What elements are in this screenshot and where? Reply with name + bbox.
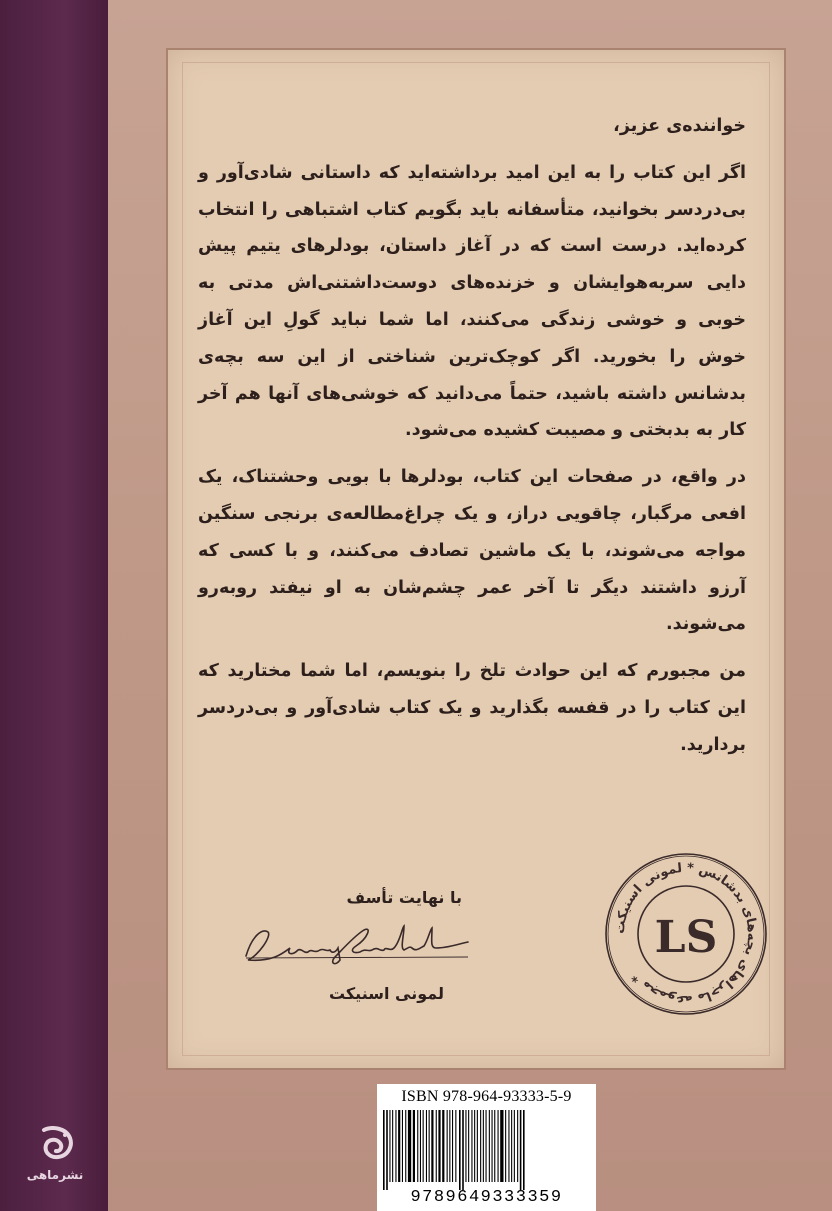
publisher-name: نشرماهی	[26, 1168, 84, 1182]
barcode-bar	[392, 1110, 393, 1182]
letter-text	[198, 108, 746, 774]
barcode-bar	[405, 1110, 406, 1182]
barcode-bar	[471, 1110, 472, 1182]
barcode-bar	[480, 1110, 481, 1182]
barcode-bar	[511, 1110, 512, 1182]
barcode-bar	[398, 1110, 400, 1182]
fish-logo-icon	[38, 1126, 78, 1160]
closing-regards: با نهایت تأسف	[346, 888, 462, 907]
barcode-bar	[426, 1110, 427, 1182]
barcode-bar	[436, 1110, 437, 1182]
barcode-bar	[438, 1110, 440, 1182]
barcode-bar	[483, 1110, 484, 1182]
paragraph: در واقع، در صفحات این کتاب، بودلرها با بویی وحشتناک، یک افعی مرگبار، چاقویی دراز، و یک چراغ‌مطالعه‌ی برنجی سنگین مواجه می‌شوند، با یک ماشین تصادف می‌کنند، و با کسی که آرزو داشتند دیگر تا آخر عمر چشم‌شان به او نیفتد روبه‌رو می‌شوند.	[198, 467, 746, 635]
barcode-bar	[517, 1110, 518, 1182]
signature	[232, 918, 472, 974]
author-name: لمونی اسنیکت	[328, 984, 444, 1003]
seal-monogram: LS	[654, 912, 718, 963]
barcode-bar	[429, 1110, 430, 1182]
barcode-bar	[459, 1110, 461, 1190]
isbn-digits: 9789649333359	[410, 1188, 563, 1207]
barcode-bar	[402, 1110, 403, 1182]
barcode-bar	[477, 1110, 478, 1182]
isbn-barcode-box	[377, 1084, 596, 1211]
barcode-bar	[492, 1110, 493, 1182]
barcode-bar	[408, 1110, 411, 1182]
barcode-bar	[468, 1110, 469, 1182]
barcode-bar	[508, 1110, 509, 1182]
barcode-bar	[455, 1110, 456, 1182]
barcode-bar	[486, 1110, 487, 1182]
barcode-bar	[500, 1110, 503, 1182]
barcode-bar	[523, 1110, 525, 1190]
barcode-bar	[449, 1110, 450, 1182]
barcode-bar	[498, 1110, 499, 1182]
barcode-bar	[417, 1110, 418, 1182]
barcode-bar	[395, 1110, 396, 1182]
barcode-bar	[489, 1110, 490, 1182]
barcode-bar	[462, 1110, 464, 1190]
barcode-bar	[514, 1110, 515, 1182]
barcode-bar	[386, 1110, 388, 1190]
paragraph: اگر این کتاب را به این امید برداشته‌اید که داستانی شادی‌آور و بی‌دردسر بخوانید، متأسفانه باید بگویم کتاب اشتباهی را انتخاب کرده‌اید. درست است که در آغاز داستان، بودلرهای یتیم پیش دایی سربه‌هوایشان و خزنده‌های دوست‌داشتنی‌اش مدتی به خوبی و خوشی زندگی می‌کنند، اما شما نباید گولِ این آغاز خوش را بخورید. اگر کوچک‌ترین شناختی از این سه بچه‌ی بدشانس داشته باشید، حتماً می‌دانید که خوشی‌های آنها هم آخر کار به بدبختی و مصیبت کشیده می‌شود.	[198, 162, 746, 441]
barcode-bar	[494, 1110, 495, 1182]
barcode-bar	[442, 1110, 444, 1182]
barcode-bar	[383, 1110, 385, 1190]
barcode-bar	[474, 1110, 475, 1182]
barcode-bar	[505, 1110, 506, 1182]
barcode-bar	[520, 1110, 522, 1190]
book-spine	[0, 0, 108, 1211]
barcode-bar	[423, 1110, 424, 1182]
seal-stamp	[602, 850, 770, 1018]
barcode-bar	[389, 1110, 390, 1182]
seal-ring-text: مجموعه ماجراهای بچه‌های بدشانس * لمونی اسنیکت *	[612, 860, 760, 1008]
barcode-bar	[420, 1110, 421, 1182]
barcode-bar	[465, 1110, 466, 1182]
barcode-bar	[413, 1110, 415, 1182]
paragraph: من مجبورم که این حوادث تلخ را بنویسم، اما شما مختارید که این کتاب را در قفسه بگذارید و یک کتاب شادی‌آور و بی‌دردسر بردارید.	[198, 661, 746, 755]
barcode-bar	[452, 1110, 453, 1182]
isbn-label: ISBN 978-964-93333-5-9	[401, 1088, 572, 1105]
barcode-bar	[447, 1110, 448, 1182]
greeting: خواننده‌ی عزیز،	[613, 116, 746, 136]
barcode-bar	[431, 1110, 433, 1182]
letter-frame	[166, 48, 786, 1070]
barcode	[381, 1110, 592, 1190]
